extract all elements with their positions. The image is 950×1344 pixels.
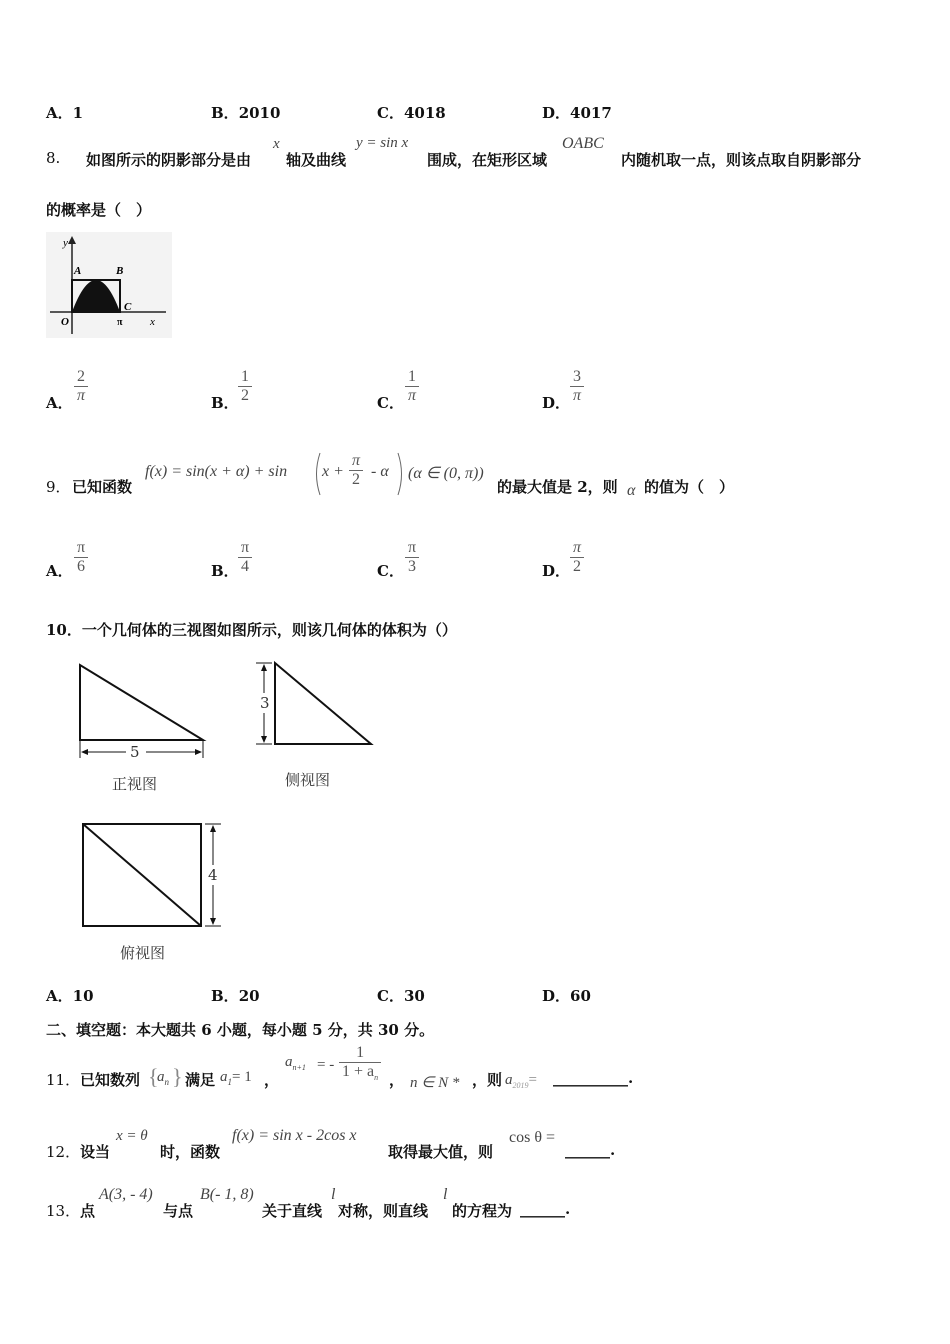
q12-text-1: 设当 bbox=[80, 1143, 111, 1161]
q13-text-2: 与点 bbox=[163, 1202, 194, 1220]
q12-answer-expression: cos θ = bbox=[509, 1129, 556, 1146]
q8-text-3: 围成，在矩形区域 bbox=[427, 151, 548, 169]
top-dim-arrow-up-icon bbox=[210, 825, 216, 832]
q11-answer-blank[interactable]: __________. bbox=[553, 1069, 634, 1087]
q11-number: 11． bbox=[46, 1071, 81, 1089]
q13-line-l-2: l bbox=[443, 1186, 448, 1203]
q9-option-c-letter[interactable]: C． bbox=[377, 562, 404, 580]
q8-number: 8. bbox=[46, 149, 61, 167]
fig-label-a: A bbox=[74, 265, 82, 277]
q8-option-b-letter[interactable]: B． bbox=[211, 394, 239, 412]
top-dim-arrow-down-icon bbox=[210, 918, 216, 925]
q9-function: f(x) = sin(x + α) + sin bbox=[145, 463, 288, 480]
q11-n-in-n: n ∈ N * bbox=[410, 1075, 460, 1091]
front-view-triangle bbox=[80, 665, 203, 740]
side-view-triangle bbox=[275, 663, 371, 744]
q10-option-d[interactable]: D．60 bbox=[542, 987, 591, 1005]
section-2-heading: 二、填空题：本大题共 6 小题，每小题 5 分，共 30 分。 bbox=[46, 1021, 435, 1039]
q8-text-4: 内随机取一点，则该点取自阴影部分 bbox=[621, 151, 862, 169]
q12-answer-blank[interactable]: ______. bbox=[565, 1141, 616, 1159]
q9-option-c-fraction[interactable]: $\frac{\pi}{3}$ bbox=[405, 539, 419, 576]
q13-text-3: 关于直线 bbox=[262, 1202, 323, 1220]
q8-option-a-letter[interactable]: A． bbox=[46, 394, 73, 412]
q10-option-c[interactable]: C．30 bbox=[377, 987, 425, 1005]
q13-text-5: 的方程为 bbox=[452, 1202, 513, 1220]
q8-figure bbox=[46, 232, 176, 340]
front-dim-arrow-right-icon bbox=[195, 749, 202, 755]
q9-text-3: 的值为（ ） bbox=[644, 478, 735, 496]
q9-text-1: 已知函数 bbox=[72, 478, 133, 496]
q9-pi-over-2: $\frac{\pi}{2}$ bbox=[349, 452, 363, 489]
q9-option-a-letter[interactable]: A． bbox=[46, 562, 73, 580]
fig-label-o: O bbox=[61, 316, 69, 328]
q8-option-d-fraction[interactable]: $\frac{3}{\pi}$ bbox=[570, 368, 584, 405]
q13-point-a: A(3, - 4) bbox=[99, 1186, 153, 1203]
q9-option-a-fraction[interactable]: $\frac{\pi}{6}$ bbox=[74, 539, 88, 576]
side-dim-arrow-down-icon bbox=[261, 736, 267, 743]
q11-brace-right-icon: } bbox=[172, 1064, 183, 1089]
q8-text-2: 轴及曲线 bbox=[286, 151, 347, 169]
q12-text-2: 时，函数 bbox=[160, 1143, 221, 1161]
q7-option-a[interactable]: A．1 bbox=[46, 104, 84, 122]
front-dim-arrow-left-icon bbox=[81, 749, 88, 755]
top-view-dimension: 4 bbox=[208, 866, 218, 884]
side-dim-arrow-up-icon bbox=[261, 664, 267, 671]
q13-text-1: 点 bbox=[80, 1202, 96, 1220]
q13-answer-blank[interactable]: ______. bbox=[520, 1200, 571, 1218]
front-view-dimension: 5 bbox=[130, 743, 140, 761]
q12-text-3: 取得最大值，则 bbox=[388, 1143, 494, 1161]
q9-left-paren-icon bbox=[312, 451, 322, 497]
q8-text-5: 的概率是（ ） bbox=[46, 201, 152, 219]
q12-number: 12． bbox=[46, 1143, 81, 1161]
q9-option-d-letter[interactable]: D． bbox=[542, 562, 571, 580]
q9-option-b-letter[interactable]: B． bbox=[211, 562, 239, 580]
q9-domain: (α ∈ (0, π)) bbox=[408, 465, 484, 482]
q13-point-b: B(- 1, 8) bbox=[200, 1186, 254, 1203]
fig-label-b: B bbox=[116, 265, 124, 277]
side-view-label: 侧视图 bbox=[285, 771, 331, 789]
q10-text: 10．一个几何体的三视图如图所示，则该几何体的体积为（） bbox=[46, 621, 457, 639]
q8-curve: y = sin x bbox=[356, 135, 409, 151]
q13-line-l-1: l bbox=[331, 1186, 336, 1203]
q9-text-2: 的最大值是 2，则 bbox=[497, 478, 618, 496]
side-view-dimension: 3 bbox=[260, 694, 270, 712]
q11-seq: $a_n$ bbox=[157, 1069, 169, 1087]
q9-minus-alpha: - α bbox=[371, 463, 389, 480]
q8-option-c-letter[interactable]: C． bbox=[377, 394, 404, 412]
q11-text-3: ，则 bbox=[472, 1071, 503, 1089]
q10-option-a[interactable]: A．10 bbox=[46, 987, 94, 1005]
q8-region: OABC bbox=[562, 135, 604, 152]
q11-an1: $a_{n+1}$ bbox=[285, 1054, 306, 1072]
q11-a2019: $a_{2019}=$ bbox=[505, 1072, 537, 1090]
q11-fraction: $\frac{1}{1 + a_n}$ bbox=[339, 1044, 381, 1087]
q9-option-d-fraction[interactable]: $\frac{\pi}{2}$ bbox=[570, 539, 584, 576]
q9-inner-x: x + bbox=[322, 463, 344, 480]
q11-brace-left-icon: { bbox=[148, 1064, 159, 1089]
q9-option-b-fraction[interactable]: $\frac{\pi}{4}$ bbox=[238, 539, 252, 576]
q9-alpha: α bbox=[627, 482, 636, 499]
q8-option-a-fraction[interactable]: $\frac{2}{\pi}$ bbox=[74, 368, 88, 405]
q13-number: 13． bbox=[46, 1202, 81, 1220]
q11-comma-1: ， bbox=[264, 1071, 280, 1089]
q11-comma-2: ， bbox=[389, 1071, 405, 1089]
q8-option-c-fraction[interactable]: $\frac{1}{\pi}$ bbox=[405, 368, 419, 405]
q11-text-1: 已知数列 bbox=[80, 1071, 141, 1089]
fig-label-x: x bbox=[150, 316, 155, 328]
q13-text-4: 对称，则直线 bbox=[338, 1202, 429, 1220]
q9-number: 9． bbox=[46, 478, 71, 496]
q11-text-2: 满足 bbox=[185, 1071, 216, 1089]
fig-label-c: C bbox=[124, 301, 132, 313]
q8-var-x: x bbox=[273, 136, 280, 152]
q7-option-b[interactable]: B．2010 bbox=[211, 104, 281, 122]
fig-label-pi: π bbox=[117, 317, 123, 328]
q8-text-1: 如图所示的阴影部分是由 bbox=[86, 151, 252, 169]
q10-option-b[interactable]: B．20 bbox=[211, 987, 260, 1005]
top-view bbox=[75, 818, 225, 933]
q7-option-d[interactable]: D．4017 bbox=[542, 104, 612, 122]
front-view-label: 正视图 bbox=[112, 775, 158, 793]
q11-a1: $a_1= 1$ bbox=[220, 1069, 252, 1087]
front-view bbox=[70, 655, 220, 775]
q8-option-d-letter[interactable]: D． bbox=[542, 394, 571, 412]
top-view-label: 俯视图 bbox=[120, 944, 166, 962]
q8-option-b-fraction[interactable]: $\frac{1}{2}$ bbox=[238, 368, 252, 405]
top-view-diagonal bbox=[83, 824, 201, 926]
q11-eq: = - bbox=[317, 1057, 335, 1073]
q12-condition: x = θ bbox=[116, 1128, 148, 1144]
q9-right-paren-icon bbox=[396, 451, 406, 497]
fig-label-y: y bbox=[63, 237, 68, 249]
q12-function: f(x) = sin x - 2cos x bbox=[232, 1127, 357, 1144]
q7-option-c[interactable]: C．4018 bbox=[377, 104, 446, 122]
